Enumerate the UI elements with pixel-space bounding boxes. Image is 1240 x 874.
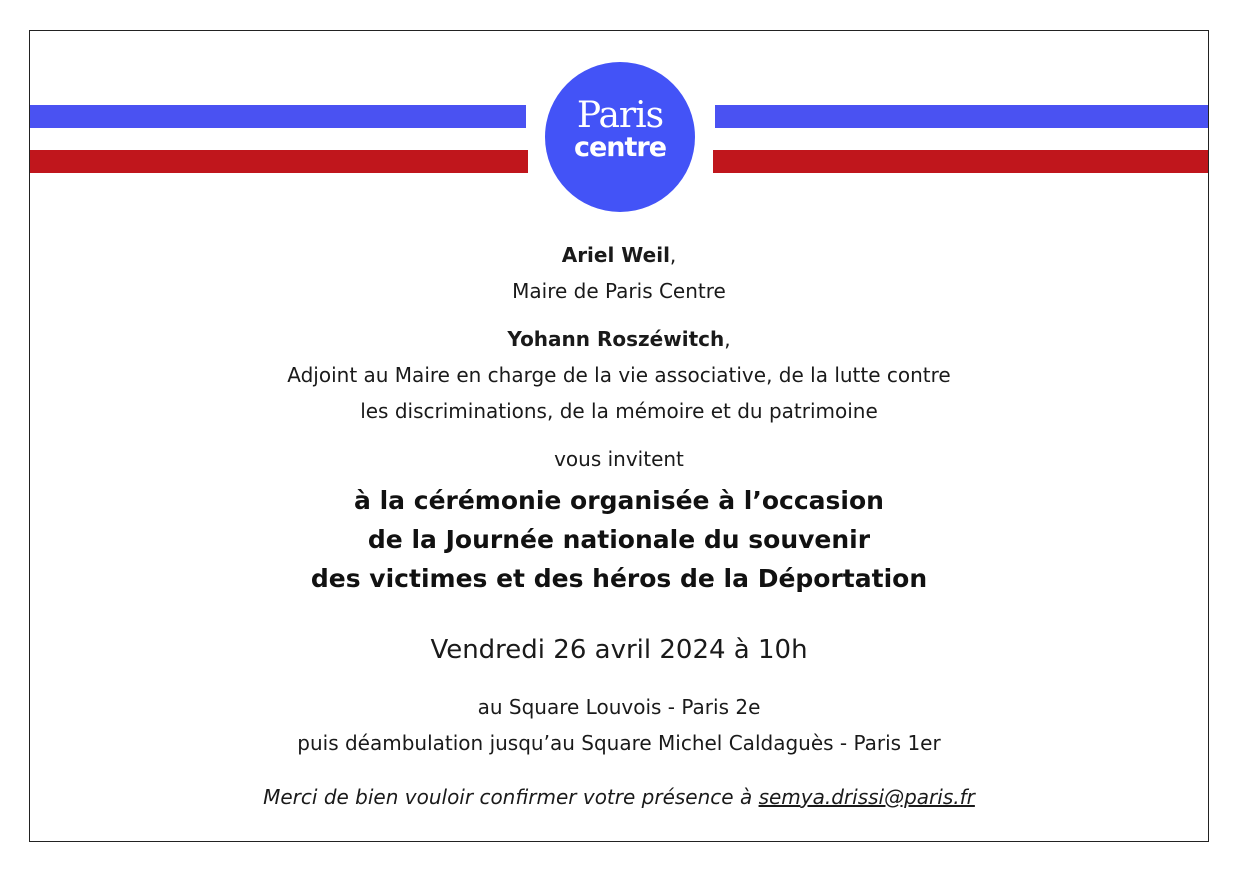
event-place-line2: puis déambulation jusqu’au Square Michel Caldaguès - Paris 1er: [297, 731, 941, 755]
logo-paris-text: Paris: [576, 95, 664, 136]
host1-title: Maire de Paris Centre: [512, 279, 726, 303]
event-title-line3: des victimes et des héros de la Déportation: [310, 564, 928, 593]
host2-name-line: [30, 327, 1208, 351]
host1-name: Ariel Weil: [561, 243, 670, 267]
host1-name-line: [30, 243, 1208, 267]
flag-stripe-red-left: [30, 150, 528, 173]
event-title-line2: de la Journée nationale du souvenir: [367, 525, 871, 554]
flag-stripe-blue-right: [715, 105, 1209, 128]
flag-stripe-red-right: [713, 150, 1209, 173]
rsvp-email-link[interactable]: semya.drissi@paris.fr: [758, 785, 975, 809]
invitation-card: [29, 30, 1209, 842]
host2-title-line1: Adjoint au Maire en charge de la vie associative, de la lutte contre: [287, 363, 951, 387]
invite-phrase: vous invitent: [554, 447, 684, 471]
host1-name-suffix: ,: [669, 243, 677, 267]
host2-name: Yohann Roszéwitch: [507, 327, 725, 351]
rsvp-text: Merci de bien vouloir confirmer votre présence à: [263, 785, 759, 809]
flag-stripe-blue-left: [30, 105, 526, 128]
event-title: [30, 481, 1208, 598]
event-date: Vendredi 26 avril 2024 à 10h: [430, 635, 808, 665]
event-title-line1: à la cérémonie organisée à l’occasion: [354, 486, 884, 515]
paris-centre-logo: [545, 62, 695, 212]
rsvp-line: [30, 785, 1208, 809]
host2-title-line2: les discriminations, de la mémoire et du patrimoine: [360, 399, 878, 423]
host2-name-suffix: ,: [724, 327, 731, 351]
logo-centre-text: centre: [573, 132, 667, 163]
event-place-line1: au Square Louvois - Paris 2e: [477, 695, 761, 719]
